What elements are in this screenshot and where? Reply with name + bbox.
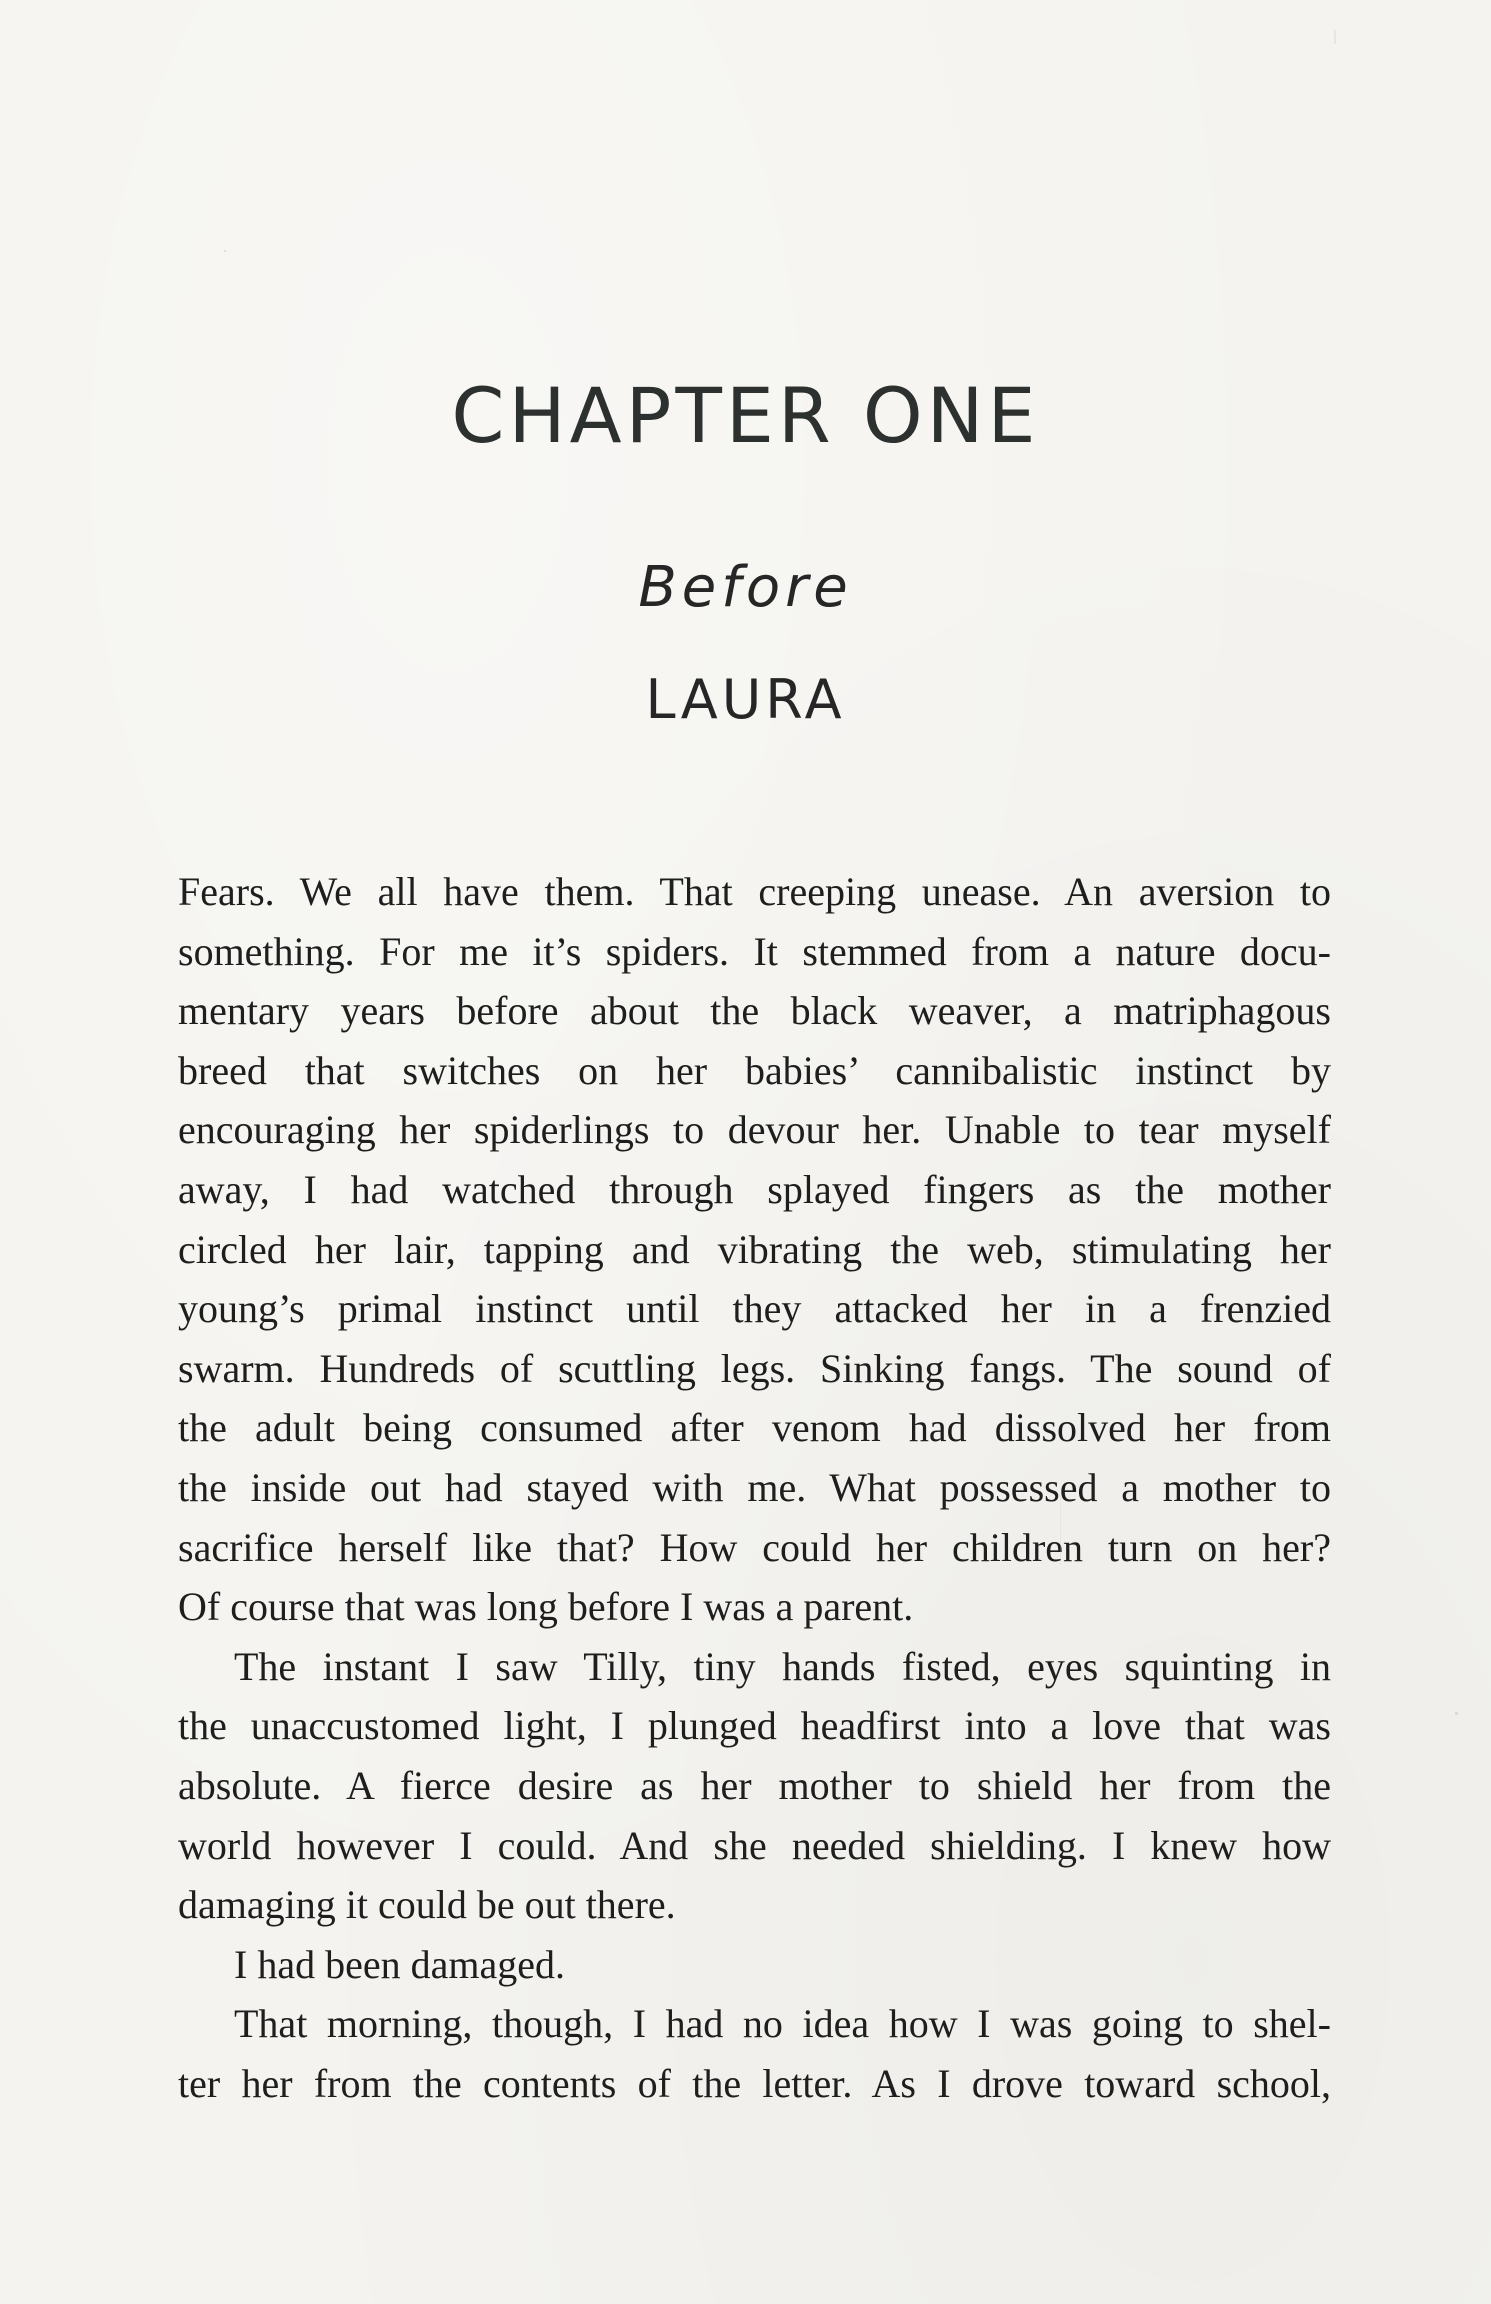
text-line: encouraging her spiderlings to devour her. Unable to tear myself — [178, 1107, 1331, 1153]
text-line: sacrifice herself like that? How could her children turn on her? — [178, 1524, 1331, 1570]
text-line: breed that switches on her babies’ cannibalistic instinct by — [178, 1047, 1331, 1093]
chapter-subtitle: Before — [638, 555, 853, 620]
text-line: Of course that was long before I was a parent. — [178, 1584, 914, 1630]
text-line: something. For me it’s spiders. It stemmed from a nature docu- — [178, 928, 1331, 974]
text-line: swarm. Hundreds of scuttling legs. Sinking fangs. The sound of — [178, 1345, 1331, 1391]
text-line: damaging it could be out there. — [178, 1882, 676, 1928]
text-line: mentary years before about the black weaver, a matriphagous — [178, 988, 1331, 1034]
text-line: young’s primal instinct until they attacked her in a frenzied — [178, 1286, 1331, 1332]
text-line: The instant I saw Tilly, tiny hands fisted, eyes squinting in — [234, 1643, 1331, 1689]
scan-speck — [1455, 1712, 1458, 1715]
text-line: circled her lair, tapping and vibrating the web, stimulating her — [178, 1226, 1331, 1272]
scan-speck — [1334, 30, 1336, 44]
text-line: the unaccustomed light, I plunged headfirst into a love that was — [178, 1703, 1331, 1749]
text-line: the adult being consumed after venom had dissolved her from — [178, 1405, 1331, 1451]
chapter-body-text — [178, 862, 1331, 2113]
text-line: world however I could. And she needed shielding. I knew how — [178, 1822, 1331, 1868]
text-line: That morning, though, I had no idea how I was going to shel- — [234, 2001, 1331, 2047]
text-line: Fears. We all have them. That creeping unease. An aversion to — [178, 869, 1331, 914]
text-line: away, I had watched through splayed fingers as the mother — [178, 1166, 1331, 1212]
chapter-title: CHAPTER ONE — [451, 371, 1040, 460]
text-line: the inside out had stayed with me. What possessed a mother to — [178, 1464, 1331, 1510]
text-line: I had been damaged. — [234, 1941, 565, 1987]
narrator-name: LAURA — [645, 668, 846, 731]
text-line: absolute. A fierce desire as her mother to shield her from the — [178, 1762, 1331, 1808]
text-line: ter her from the contents of the letter. As I drove toward school, — [178, 2060, 1331, 2106]
scan-speck — [1060, 1495, 1061, 1565]
scan-speck — [224, 250, 226, 252]
